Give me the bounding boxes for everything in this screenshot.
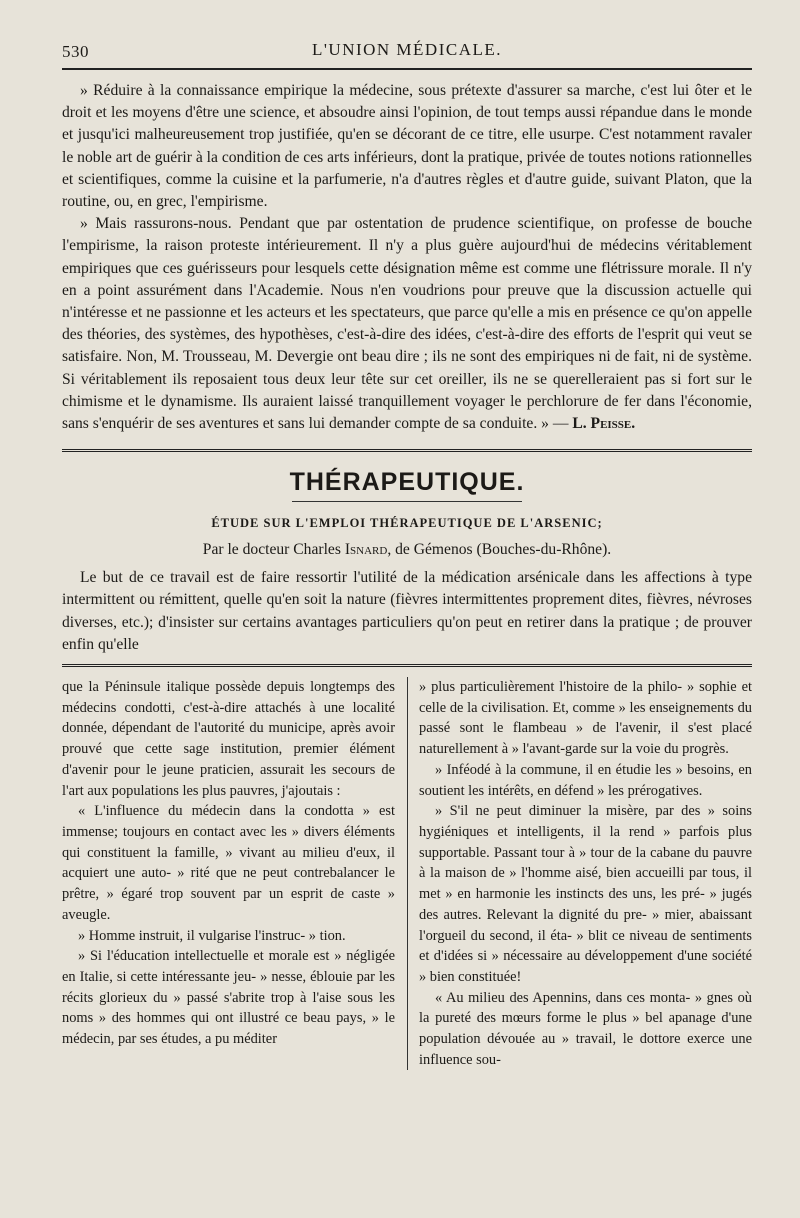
intro-paragraph-2-text: » Mais rassurons-nous. Pendant que par ostentation de prudence scientifique, on professe de bouche l'empirisme, la raison proteste intérieurement. Il n'y a plus guère aujourd'hui de médecins véritablement empiriques que ces guérisseurs pour lesquels cette désignation même est comme une flétrissure morale. Il n'y en a point assurément dans l'Academie. Nous n'en voudrions pour preuve que la discussion actuelle qui n'intéresse et ne passionne et les acteurs et les spectateurs, que parce qu'elle a mis en présence ce qu'on appelle des théories, des systèmes, des hypothèses, c'est-à-dire des idées, c'est-à-dire des efforts de l'esprit qui veut se satisfaire. Non, M. Trousseau, M. Devergie ont beau dire ; ils ne sont des empiriques ni de fait, ni de système. Si véritablement ils reposaient tous deux leur tête sur cet oreiller, ils ne se querelleraient pas si fort sur le chimisme et le dynamisme. Ils auraient laissé tranquillement voyager le perchlorure de fer dans l'économie, sans s'enquérir de ses aventures et sans lui demander compte de sa conduite. » —	[62, 215, 752, 433]
author-suffix: , de Gémenos (Bouches-du-Rhône).	[387, 541, 612, 559]
left-paragraph-4: » Si l'éducation intellectuelle et morale est » négligée en Italie, si cette intéressante jeu- » nesse, éblouie par les récits glorieux du » passé s'abrite trop à l'aise sous les noms » des hommes qui ont illustré ce beau pays, » le médecin, par ses études, a pu méditer	[62, 948, 395, 1048]
right-paragraph-3: » S'il ne peut diminuer la misère, par des » soins hygiéniques et intelligents, il la rend » parfois plus supportable. Passant tour à » tour de la cabane du pauvre à la maison de » l'homme aisé, bien accueilli par tous, il met » en harmonie les instincts des uns, les pré- » jugés des autres. Relevant la dignité du pre- » mier, abaissant l'orgueil du second, il éta- » blit ce niveau de sentiments et d'idées si » nécessaire au développement d'une société » bien constituée!	[419, 803, 752, 985]
feuilleton-rule	[62, 664, 752, 667]
section-divider	[62, 449, 752, 452]
running-head: L'UNION MÉDICALE.	[311, 40, 503, 59]
intro-paragraph-2	[62, 213, 752, 435]
author-line	[62, 541, 752, 559]
lead-paragraph: Le but de ce travail est de faire ressortir l'utilité de la médication arsénicale dans les affections à type intermittent ou rémittent, quelle qu'en soit la nature (fièvres intermittentes proprement dites, fièvres, névroses diverses, etc.); d'insister sur certains avantages particuliers qu'on peut en retirer dans la pratique ; de prouver enfin qu'elle	[62, 569, 752, 653]
intro-paragraph-1: » Réduire à la connaissance empirique la médecine, sous prétexte d'assurer sa marche, c'est lui ôter et le droit et les moyens d'être une science, et absoudre ainsi l'opinion, de tout temps aussi répandue dans le monde et jusqu'ici malheureusement trop justifiée, qu'en se décorant de ce titre, elle usurpe. C'est notamment ravaler le noble art de guérir à la condition de ces arts inférieurs, dont la pratique, privée de toutes notions rationnelles et scientifiques, comme la cuisine et la parfumerie, n'a d'autres règles et d'autre guide, suivant Platon, que la routine, ou, en grec, l'empirisme.	[62, 82, 752, 211]
section-title: THÉRAPEUTIQUE.	[289, 468, 525, 497]
left-column	[62, 677, 407, 1070]
feuilleton-columns	[62, 677, 752, 1070]
column-divider	[407, 677, 408, 1070]
page-header	[62, 34, 752, 62]
author-prefix: Par le docteur Charles	[202, 541, 341, 559]
left-paragraph-2: « L'influence du médecin dans la condotta » est immense; toujours en contact avec les » divers éléments qui constituent la famille, » vivant au milieu d'eux, il acquiert une auto- » rité que ne peut contrebalancer le prêtre, » égaré trop souvent par un esprit de caste » aveugle.	[62, 803, 395, 923]
author-name: Isnard	[344, 541, 388, 559]
right-column	[407, 677, 752, 1070]
right-paragraph-1: » plus particulièrement l'histoire de la philo- » sophie et celle de la civilisation. Et, comme » les enseignements du passé sont le flambeau » de l'avenir, il s'est placé naturellement à » l'avant-garde sur la voie du progrès.	[419, 679, 752, 758]
left-paragraph-1: que la Péninsule italique possède depuis longtemps des médecins condotti, c'est-à-dire attachés à une localité donnée, dépendant de l'autorité du municipe, après avoir prouvé que cette sage institution, premier élément d'avenir pour le jeune praticien, assurait les secours de l'art aux populations les plus pauvres, j'ajoutais :	[62, 679, 395, 799]
signature: L. Peisse.	[572, 415, 636, 433]
right-paragraph-2: » Inféodé à la commune, il en étudie les » besoins, en soutient les intérêts, en défend » les prérogatives.	[419, 761, 752, 799]
header-rule	[62, 68, 752, 70]
page-number: 530	[62, 42, 89, 61]
left-paragraph-3: » Homme instruit, il vulgarise l'instruc- » tion.	[78, 927, 346, 944]
article-title: ÉTUDE SUR L'EMPLOI THÉRAPEUTIQUE DE L'ARSENIC;	[211, 516, 603, 531]
title-rule	[292, 501, 522, 502]
right-paragraph-4: « Au milieu des Apennins, dans ces monta- » gnes où la pureté des mœurs forme le plus » bel apanage d'une population dévouée au » travail, le dottore exerce une influence sou-	[419, 989, 752, 1068]
